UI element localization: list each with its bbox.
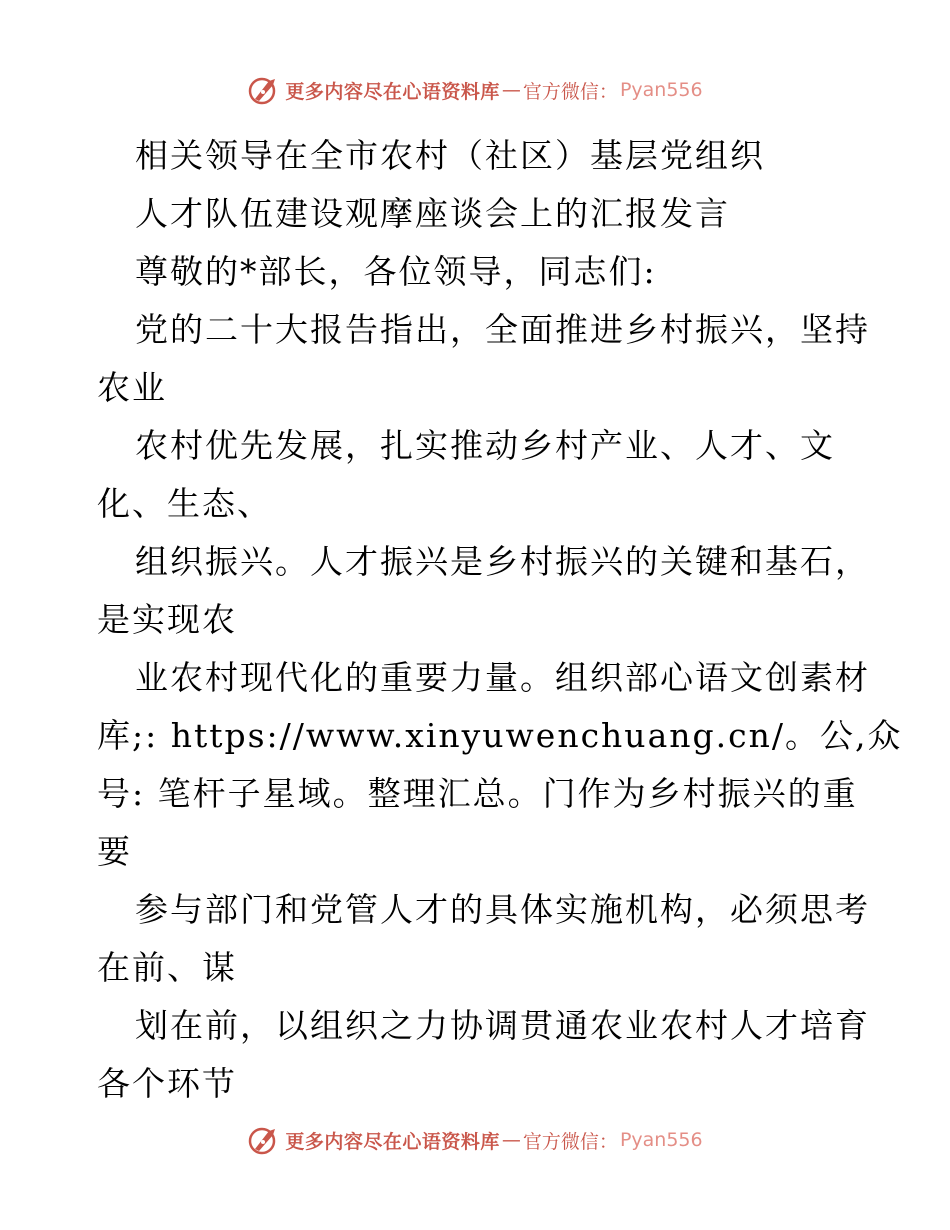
paragraph-line: 各个环节 xyxy=(97,1064,237,1103)
watermark-footer xyxy=(0,1120,950,1160)
paragraph-line: 农业 xyxy=(97,368,167,407)
watermark-wechat-label: 官方微信： xyxy=(522,80,618,103)
watermark-wechat-label: 官方微信： xyxy=(522,1130,618,1153)
paragraph-line: 在前、谋 xyxy=(97,948,237,987)
paragraph-line: 参与部门和党管人才的具体实施机构，必须思考 xyxy=(135,890,870,929)
paragraph-line: 组织振兴。人才振兴是乡村振兴的关键和基石， xyxy=(135,542,870,581)
watermark-header xyxy=(0,70,950,110)
watermark-text: 更多内容尽在心语资料库 xyxy=(285,1130,500,1153)
paragraph-line: 划在前，以组织之力协调贯通农业农村人才培育 xyxy=(135,1006,870,1045)
paragraph-line: 号: 笔杆子星域。整理汇总。门作为乡村振兴的重 xyxy=(97,774,858,813)
watermark-text: 更多内容尽在心语资料库 xyxy=(285,80,500,103)
paragraph-line: 是实现农 xyxy=(97,600,237,639)
paragraph-line: 要 xyxy=(97,832,132,871)
pen-nib-icon xyxy=(247,1123,281,1157)
watermark-wechat-id: Pyan556 xyxy=(619,79,703,101)
title-line-1: 相关领导在全市农村（社区）基层党组织 xyxy=(135,136,765,175)
title-line-2: 人才队伍建设观摩座谈会上的汇报发言 xyxy=(135,194,730,233)
paragraph-line: 农村优先发展，扎实推动乡村产业、人才、文 xyxy=(135,426,835,465)
paragraph-line: 化、生态、 xyxy=(97,484,272,523)
paragraph-line: 业农村现代化的重要力量。组织部心语文创素材 xyxy=(135,658,870,697)
pen-nib-icon xyxy=(247,73,281,107)
watermark-separator: — xyxy=(501,1129,521,1151)
paragraph-line: 库;: https://www.xinyuwenchuang.cn/。公,众 xyxy=(97,716,903,755)
document-body xyxy=(97,127,903,1113)
watermark-separator: — xyxy=(501,79,521,101)
watermark-wechat-id: Pyan556 xyxy=(619,1129,703,1151)
paragraph-line: 党的二十大报告指出，全面推进乡村振兴，坚持 xyxy=(135,310,870,349)
salutation: 尊敬的*部长，各位领导，同志们: xyxy=(135,252,657,291)
